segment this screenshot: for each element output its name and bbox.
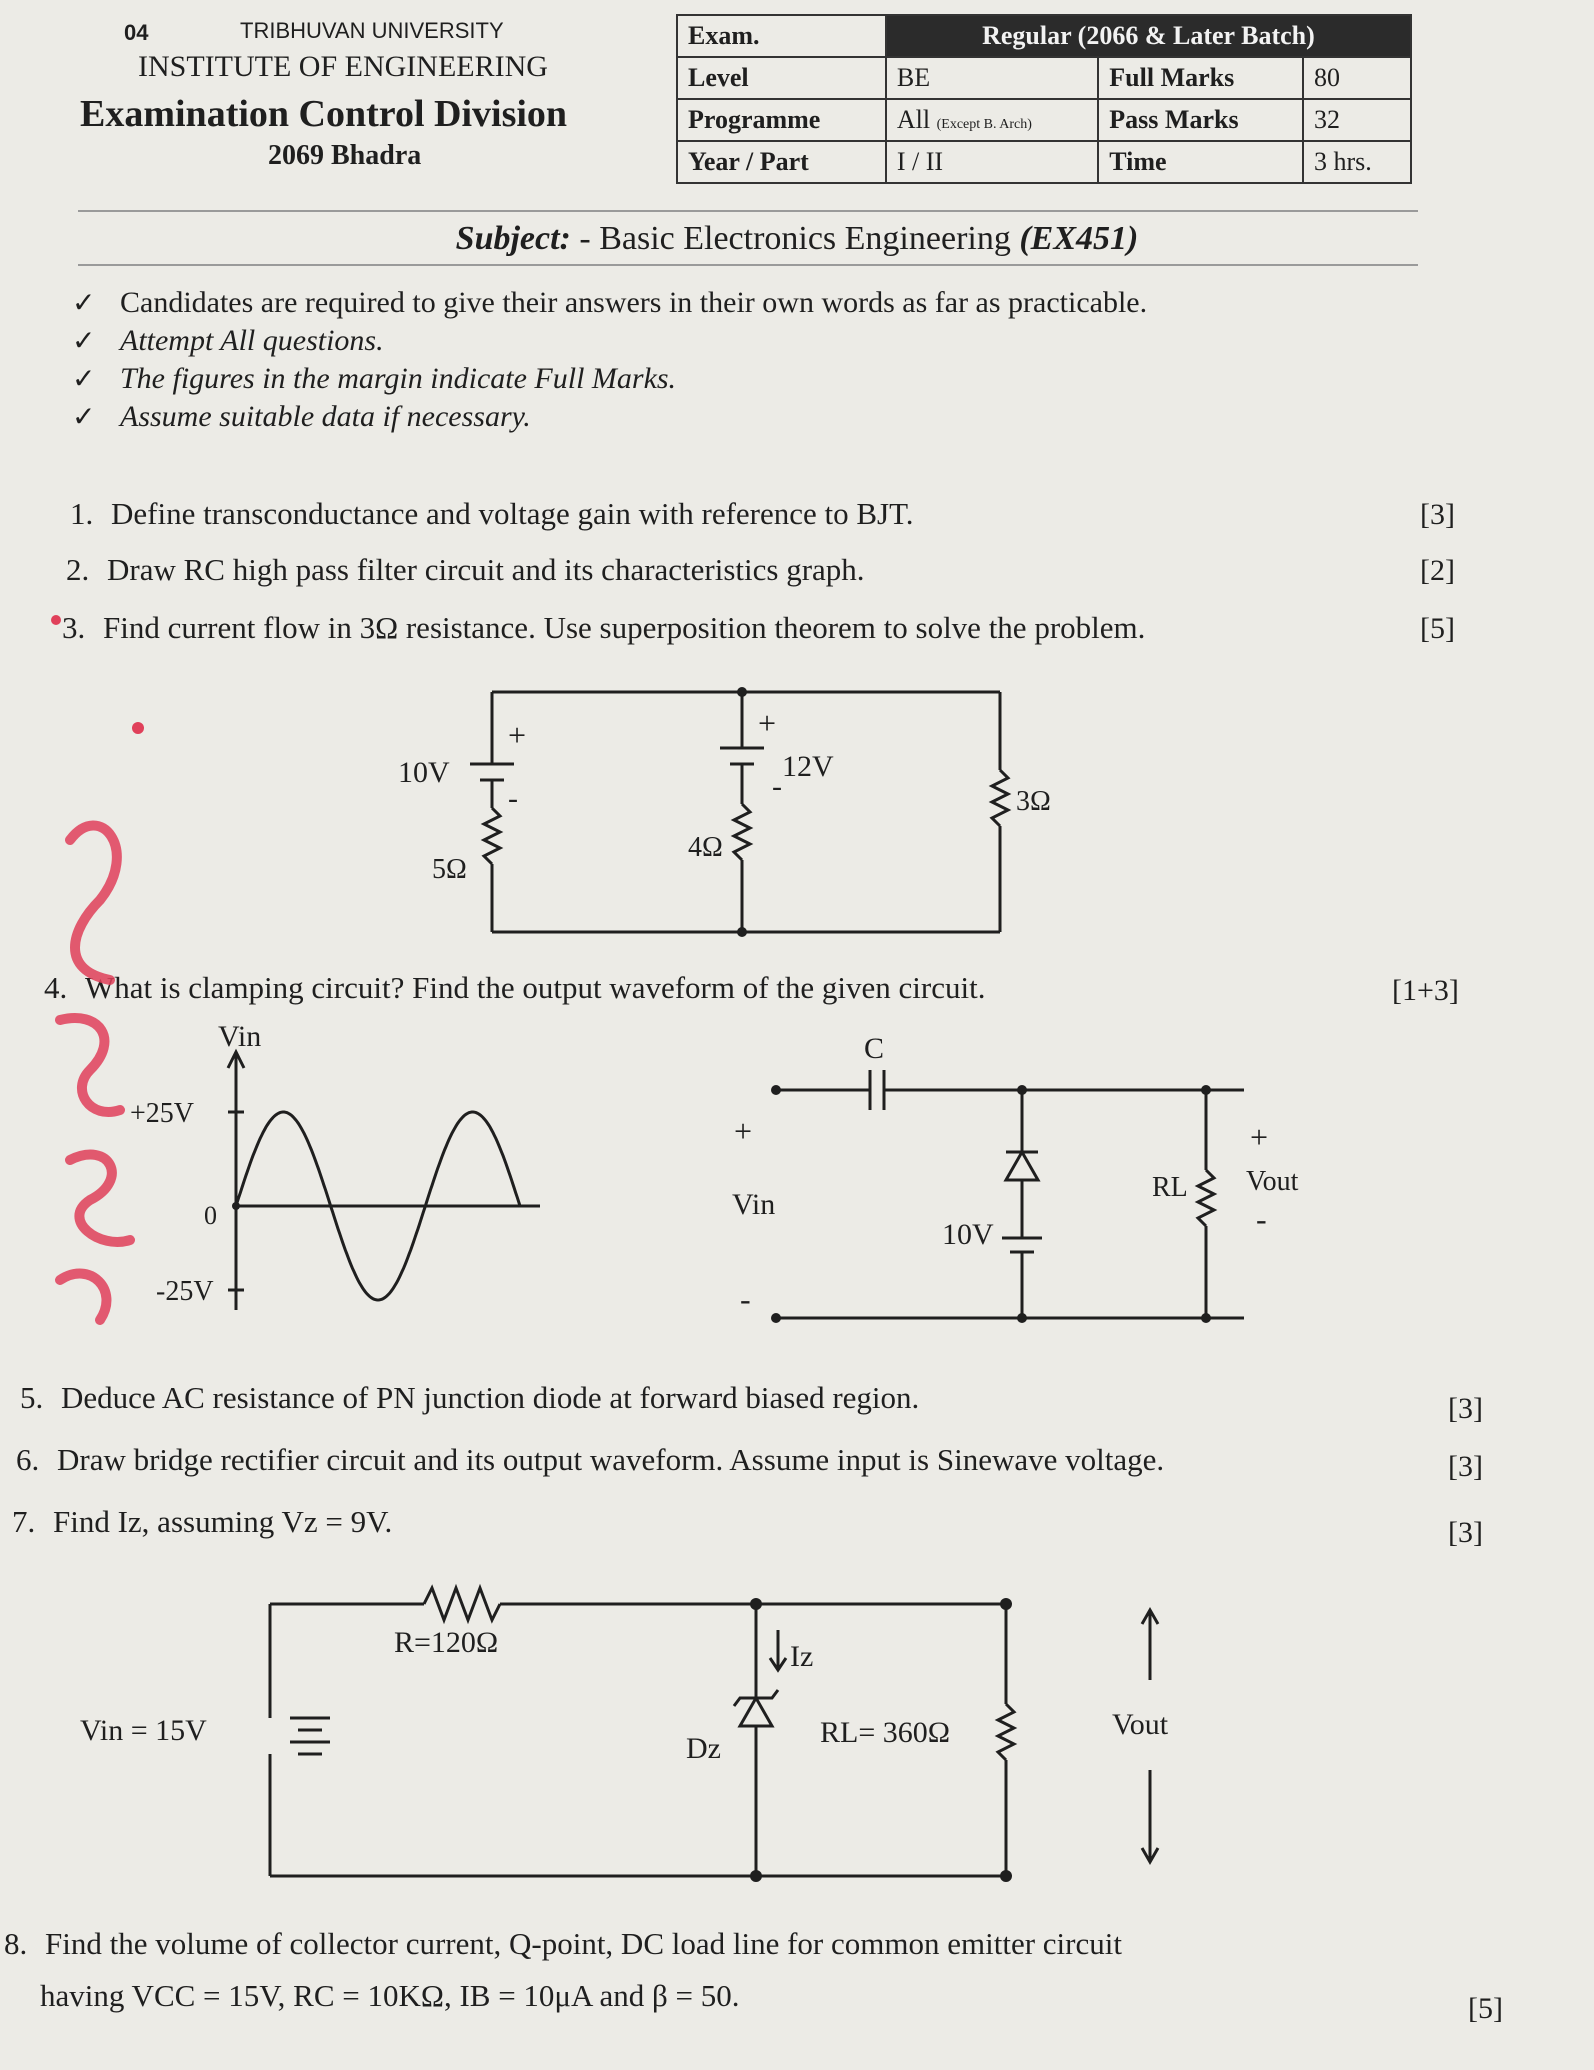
instruction-text: Assume suitable data if necessary.: [120, 400, 531, 433]
question-text: What is clamping circuit? Find the output waveform of the given circuit.: [85, 970, 986, 1005]
subject-code: (EX451): [1019, 220, 1139, 257]
question-text: Find current flow in 3Ω resistance. Use superposition theorem to solve the problem.: [103, 610, 1146, 645]
source1-plus: +: [508, 717, 527, 753]
instruction-2: [72, 324, 384, 358]
check-icon: ✓: [72, 400, 96, 433]
rl-label: RL: [1152, 1172, 1188, 1203]
source2-label: 12V: [782, 750, 834, 783]
question-3: [62, 610, 1145, 646]
pass-marks-value: 32: [1303, 99, 1411, 141]
question-6: [16, 1442, 1164, 1478]
question-6-marks: [3]: [1448, 1450, 1483, 1483]
vout-minus: -: [1256, 1201, 1267, 1237]
institute-name: INSTITUTE OF ENGINEERING: [138, 50, 548, 83]
question-number: 5.: [20, 1380, 44, 1415]
vout-plus: +: [1250, 1119, 1269, 1155]
iz-label: Iz: [790, 1640, 814, 1673]
question-5: [20, 1380, 919, 1416]
exam-value: Regular (2066 & Later Batch): [886, 15, 1411, 57]
full-marks-label: Full Marks: [1098, 57, 1303, 99]
question-text: Find the volume of collector current, Q-point, DC load line for common emitter circuit: [45, 1926, 1122, 1961]
battery-label: 10V: [942, 1218, 994, 1251]
question-1: [70, 496, 914, 532]
question-5-marks: [3]: [1448, 1392, 1483, 1425]
pass-marks-label: Pass Marks: [1098, 99, 1303, 141]
question-text: Define transconductance and voltage gain with reference to BJT.: [111, 496, 914, 531]
instruction-text: Candidates are required to give their answers in their own words as far as practicable.: [120, 286, 1148, 319]
resistor2-label: 4Ω: [688, 832, 723, 863]
subject-divider: [78, 264, 1418, 266]
check-icon: ✓: [72, 362, 96, 395]
full-marks-value: 80: [1303, 57, 1411, 99]
time-value: 3 hrs.: [1303, 141, 1411, 183]
question-2-marks: [2]: [1420, 554, 1455, 587]
circuit-zener: [60, 1570, 1210, 1890]
vout-label: Vout: [1246, 1166, 1299, 1197]
exam-date: 2069 Bhadra: [268, 140, 422, 171]
pen-scribble: [30, 600, 150, 1360]
question-4-marks: [1+3]: [1392, 974, 1459, 1007]
university-name: TRIBHUVAN UNIVERSITY: [240, 18, 504, 43]
capacitor-label: C: [864, 1032, 885, 1065]
division-name: Examination Control Division: [80, 93, 568, 135]
exam-label: Exam.: [677, 15, 886, 57]
vout-label: Vout: [1112, 1708, 1169, 1741]
check-icon: ✓: [72, 324, 96, 357]
programme-note: (Except B. Arch): [936, 117, 1032, 132]
question-number: 6.: [16, 1442, 40, 1477]
source2-minus: -: [772, 770, 782, 803]
resistor3-label: 3Ω: [1016, 786, 1051, 817]
source-label: Vin = 15V: [80, 1714, 207, 1747]
exam-meta-table: [676, 14, 1412, 184]
question-number: 8.: [4, 1926, 28, 1961]
negative-peak-label: -25V: [156, 1276, 214, 1307]
programme-value: All: [896, 105, 931, 134]
resistor1-label: 5Ω: [432, 854, 467, 885]
vin-plus: +: [734, 1113, 753, 1149]
level-label: Level: [677, 57, 886, 99]
resistor-label: R=120Ω: [394, 1626, 499, 1659]
vin-minus: -: [740, 1281, 751, 1317]
question-1-marks: [3]: [1420, 498, 1455, 531]
circuit-clamper: [716, 1030, 1336, 1330]
question-number: 2.: [66, 552, 90, 587]
question-number: 7.: [12, 1504, 36, 1539]
paper-code: 04: [124, 20, 149, 45]
subject-label: Subject:: [455, 220, 571, 257]
instruction-4: [72, 400, 531, 434]
circuit-superposition: [380, 670, 1051, 950]
question-number: 4.: [44, 970, 68, 1005]
question-3-marks: [5]: [1420, 612, 1455, 645]
header-divider: [78, 210, 1418, 212]
instruction-text: Attempt All questions.: [120, 324, 384, 357]
question-7-marks: [3]: [1448, 1516, 1483, 1549]
zener-label: Dz: [686, 1732, 721, 1765]
vin-axis-label: Vin: [218, 1020, 262, 1053]
question-8-marks: [5]: [1468, 1992, 1503, 2025]
instruction-3: [72, 362, 676, 396]
check-icon: ✓: [72, 286, 96, 319]
level-value: BE: [886, 57, 1098, 99]
question-8-line2: having VCC = 15V, RC = 10KΩ, IB = 10μA and β = 50.: [40, 1978, 740, 2013]
question-2: [66, 552, 865, 588]
load-resistor-label: RL= 360Ω: [820, 1716, 951, 1749]
year-part-value: I / II: [886, 141, 1098, 183]
input-waveform: [120, 1010, 550, 1330]
question-text: Draw bridge rectifier circuit and its output waveform. Assume input is Sinewave voltage.: [57, 1442, 1165, 1477]
programme-cell: [886, 99, 1098, 141]
source1-label: 10V: [398, 756, 450, 789]
question-text: Find Iz, assuming Vz = 9V.: [53, 1504, 393, 1539]
time-label: Time: [1098, 141, 1303, 183]
positive-peak-label: +25V: [130, 1098, 195, 1129]
question-number: 3.: [62, 610, 86, 645]
source1-minus: -: [508, 782, 518, 815]
year-part-label: Year / Part: [677, 141, 886, 183]
question-number: 1.: [70, 496, 94, 531]
vin-label: Vin: [732, 1188, 776, 1221]
programme-label: Programme: [677, 99, 886, 141]
question-4: [44, 970, 985, 1006]
instruction-text: The figures in the margin indicate Full Marks.: [120, 362, 677, 395]
question-text: Deduce AC resistance of PN junction diode at forward biased region.: [61, 1380, 920, 1415]
question-8: [4, 1926, 1122, 1962]
source2-plus: +: [758, 705, 777, 741]
question-7: [12, 1504, 392, 1540]
subject-text: - Basic Electronics Engineering: [579, 220, 1011, 257]
zero-label: 0: [204, 1201, 217, 1230]
question-text: Draw RC high pass filter circuit and its characteristics graph.: [107, 552, 865, 587]
subject-line: [0, 220, 1594, 258]
instruction-1: [72, 286, 1147, 320]
